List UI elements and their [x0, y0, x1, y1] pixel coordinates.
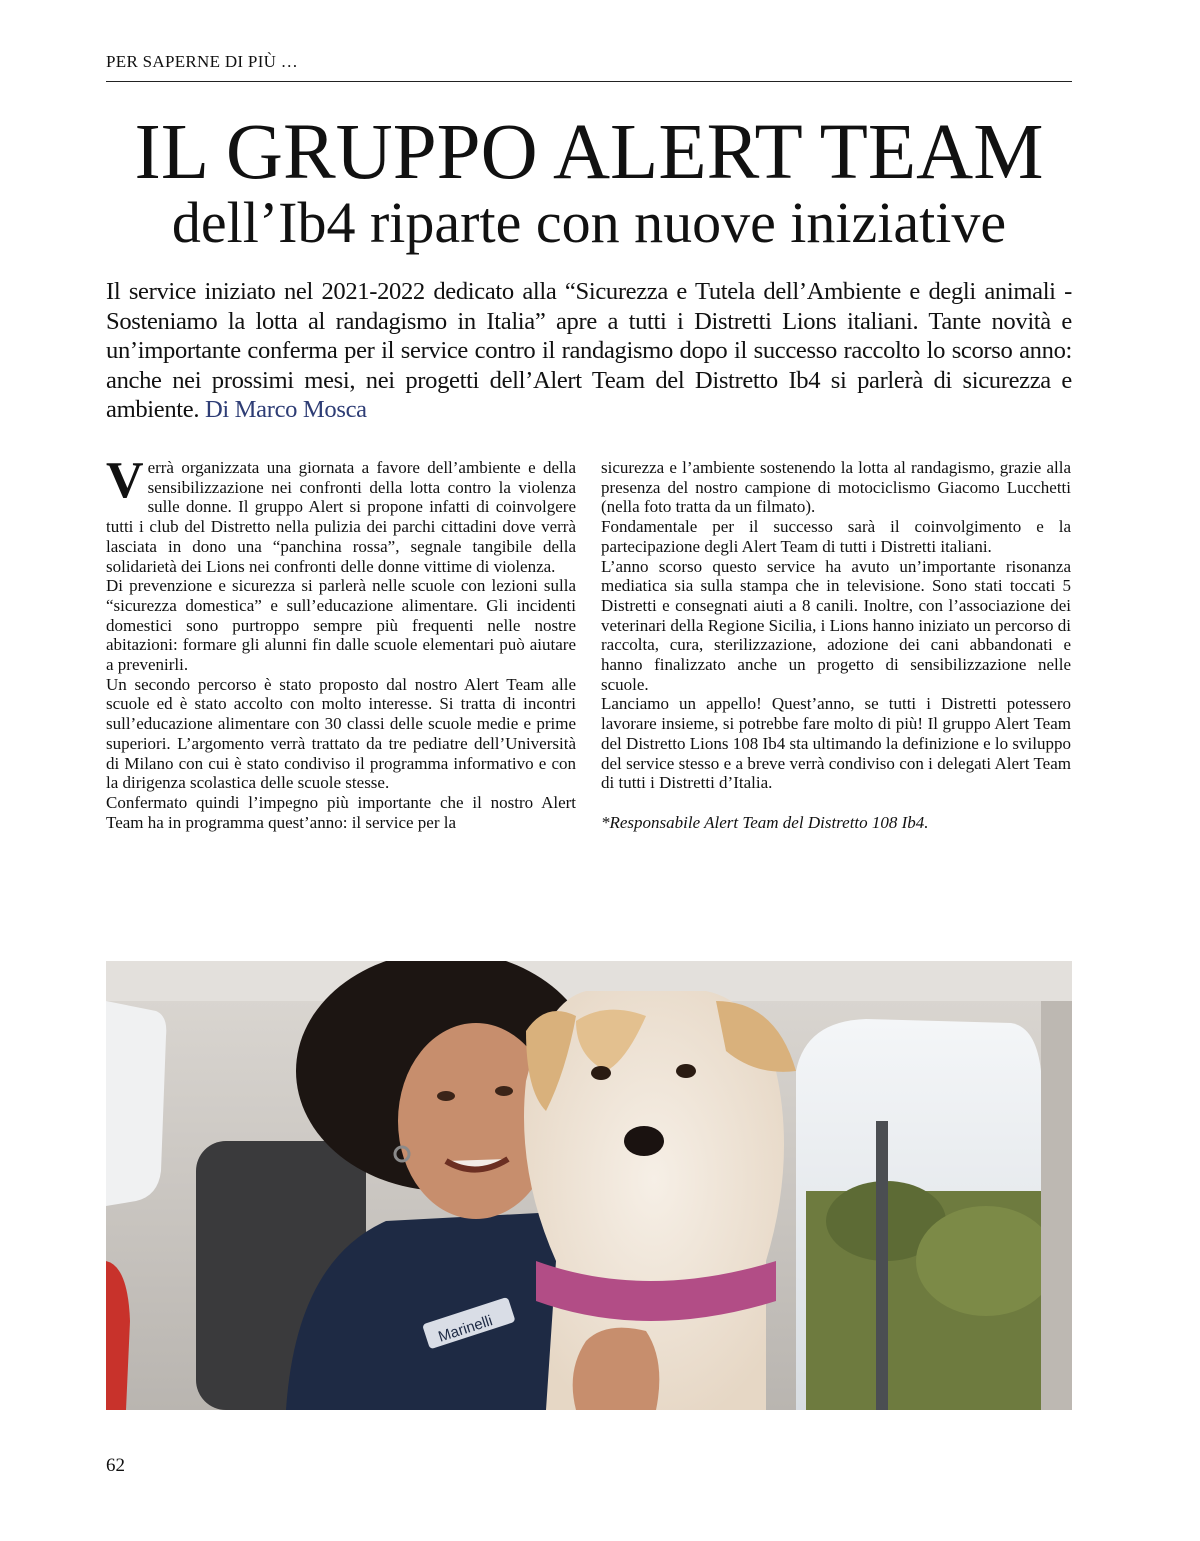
- window-frame: [876, 1121, 888, 1410]
- body-paragraph: Un secondo percorso è stato proposto dal nostro Alert Team alle scuole ed è stato accolto con molto interesse. Si tratta di incontri sull’educazione alimentare con 30 classi delle scuole medie e prime superiori. L’argomento verrà trattato da tre pediatre dell’Università di Milano con cui è stato condiviso il programma informativo e con la dirigenza scolastica delle scuole stesse.: [106, 674, 576, 793]
- author-signature: *Responsabile Alert Team del Distretto 108 Ib4.: [601, 812, 929, 832]
- body-paragraph: sicurezza e l’ambiente sostenendo la lotta al randagismo, grazie alla presenza del nostro campione di motociclismo Giacomo Lucchetti (nella foto tratta da un filmato).: [601, 458, 1071, 517]
- article-title: IL GRUPPO ALERT TEAM: [134, 109, 1044, 196]
- body-paragraph: Lanciamo un appello! Quest’anno, se tutti i Distretti potessero lavorare insieme, si potrebbe fare molto di più! Il gruppo Alert Team del Distretto Lions 108 Ib4 sta ultimando la definizione e lo sviluppo del service stesso e a breve verrà condiviso con i delegati Alert Team di tutti i Distretti d’Italia.: [601, 694, 1071, 793]
- header-divider: [106, 81, 1072, 82]
- body-paragraph: Confermato quindi l’impegno più importante che il nostro Alert Team ha in programma quest’anno: il service per la: [106, 792, 576, 832]
- section-label: PER SAPERNE DI PIÙ …: [106, 52, 299, 71]
- article-lead: [106, 277, 1072, 425]
- paragraph-text: errà organizzata una giornata a favore dell’ambiente e della sensibilizzazione nei confronti della lotta contro la violenza sulle donne. Il gruppo Alert si propone infatti di coinvolgere tutti i club del Distretto nella pulizia dei parchi cittadini dove verrà lasciata in dono una “panchina rossa”, segnale tangibile della solidarietà dei Lions nei confronti delle donne vittime di violenza.: [106, 458, 576, 576]
- jacket-text: Marinelli: [436, 1312, 495, 1346]
- article-photo: [106, 961, 1072, 1410]
- body-column-right: [601, 458, 1071, 833]
- lead-text: Il service iniziato nel 2021-2022 dedicato alla “Sicurezza e Tutela dell’Ambiente e degli animali - Sosteniamo la lotta al randagismo in Italia” apre a tutti i Distretti Lions italiani. Tante novità e un’importante conferma per il service contro il randagismo dopo il successo raccolto lo scorso anno: anche nei prossimi mesi, nei progetti dell’Alert Team del Distretto Ib4 si parlerà di sicurezza e ambiente.: [106, 278, 1072, 423]
- dog-eye: [591, 1066, 611, 1080]
- tree-shape: [916, 1206, 1056, 1316]
- page-number: 62: [106, 1455, 125, 1476]
- article-author: Di Marco Mosca: [204, 396, 367, 423]
- eye: [495, 1086, 513, 1096]
- body-column-left: [106, 452, 576, 832]
- eye: [437, 1091, 455, 1101]
- body-paragraph: Di prevenzione e sicurezza si parlerà nelle scuole con lezioni sulla “sicurezza domestica” e sull’educazione alimentare. Gli incidenti domestici sono purtroppo sempre più frequenti nelle nostre abitazioni: formare gli alunni fin dalle scuole elementari può aiutare a prevenirli.: [106, 576, 576, 675]
- rear-window: [106, 1001, 166, 1206]
- body-paragraph: L’anno scorso questo service ha avuto un’importante risonanza mediatica sia sulla stampa che in televisione. Sono stati toccati 5 Distretti e consegnati aiuti a 8 canili. Inoltre, con l’associazione dei veterinari della Regione Sicilia, i Lions hanno iniziato un percorso di raccolta, cura, sterilizzazione, adozione dei cani abbandonati e hanno finalizzato anche un progetto di sensibilizzazione nelle scuole.: [601, 556, 1071, 694]
- drop-cap: V: [106, 452, 144, 509]
- dog-eye: [676, 1064, 696, 1078]
- photo-illustration: [106, 961, 1072, 1410]
- body-paragraph: [106, 452, 576, 576]
- door-pillar: [1041, 1001, 1072, 1410]
- article-subtitle: dell’Ib4 riparte con nuove iniziative: [171, 190, 1007, 255]
- body-paragraph: Fondamentale per il successo sarà il coinvolgimento e la partecipazione degli Alert Team di tutti i Distretti italiani.: [601, 517, 1071, 556]
- dog-nose: [624, 1126, 664, 1156]
